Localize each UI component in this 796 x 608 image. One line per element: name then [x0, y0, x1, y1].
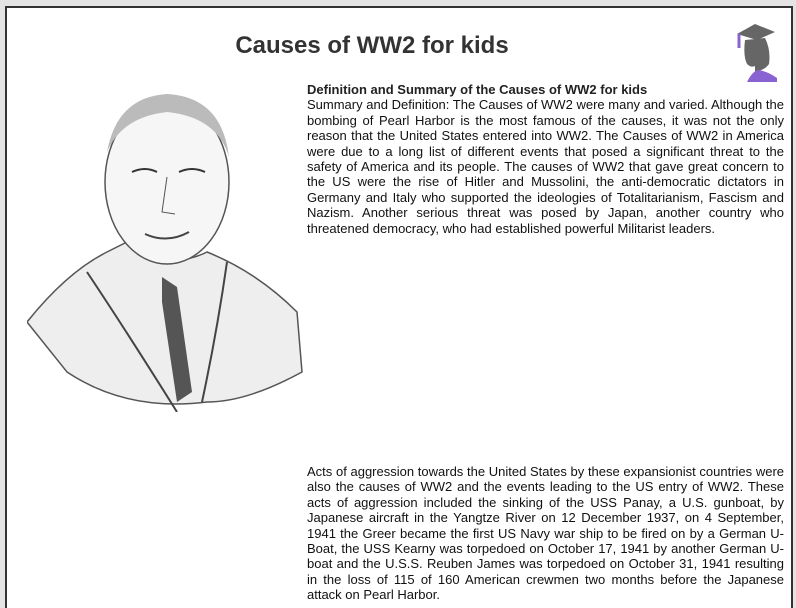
aggression-paragraph: Acts of aggression towards the United States by these expansionist countries were also the causes of WW2 and the events leading to the US entry of WW2. These acts of aggression included the sinking of the USS Panay, a U.S. gunboat, by Japanese aircraft in the Yangtze River on 12 December 1937, on 4 September, 1941 the Greer became the first US Navy war ship to be fired on by a German U-Boat, the USS Kearny was torpedoed on October 17, 1941 by another German U-boat and the U.S.S. Reuben James was torpedoed on October 31, 1941 resulting in the loss of 115 of 160 American crewmen two months before the Japanese attack on Pearl Harbor. [307, 464, 784, 603]
summary-paragraph: Summary and Definition: The Causes of WW2 were many and varied. Although the bombing of Pearl Harbor is the most famous of the causes, it was not the only reason that the United States entered into WW2. The Causes of WW2 in America were due to a long list of different events that posed a significant threat to the safety of America and its people. The causes of WW2 that gave great concern to the US were the rise of Hitler and Mussolini, the anti-democratic dictators in Germany and Italy who supported the ideologies of Totalitarianism, Fascism and Nazism. Another serious threat was posed by Japan, another country who threatened democracy, who had established powerful Militarist leaders. [307, 97, 784, 236]
content-page [5, 6, 793, 608]
graduate-silhouette-icon [729, 20, 779, 82]
summary-section [307, 82, 784, 236]
section-heading: Definition and Summary of the Causes of WW2 for kids [307, 82, 648, 97]
portrait-sketch [27, 72, 307, 412]
page-title: Causes of WW2 for kids [235, 32, 509, 59]
aggression-section [307, 464, 784, 603]
